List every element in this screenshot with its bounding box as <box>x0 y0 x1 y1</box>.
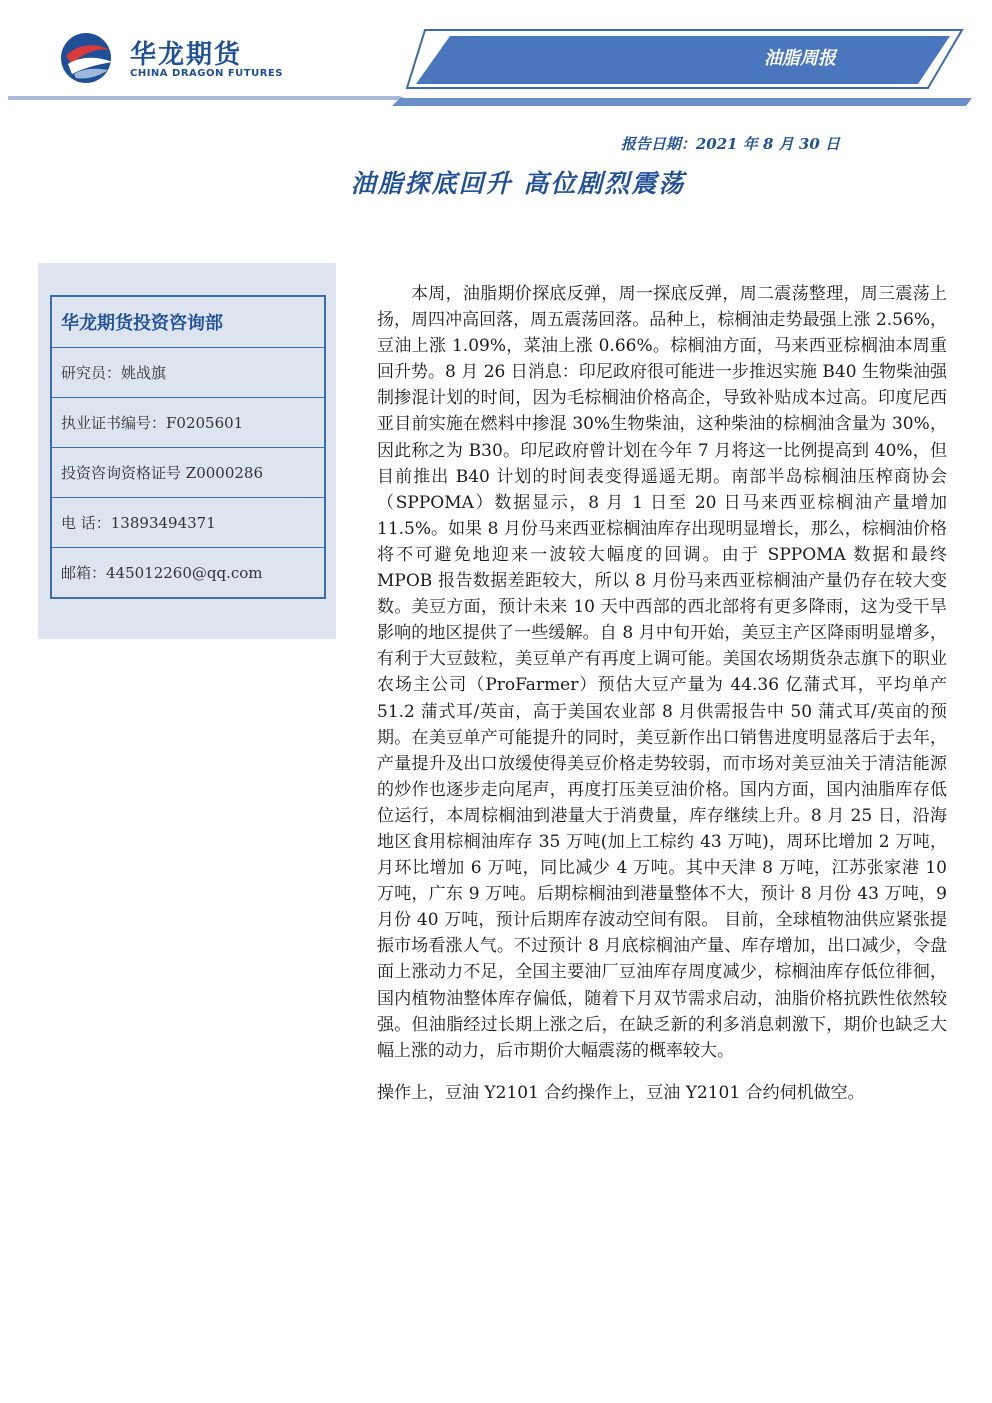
body-paragraph: 本周，油脂期价探底反弹，周一探底反弹，周二震荡整理，周三震荡上扬，周四冲高回落，周五震荡回落。品种上，棕榈油走势最强上涨 2.56%，豆油上涨 1.09%，菜油上涨 0.66%。棕榈油方面，马来西亚棕榈油本周重回升势。8 月 26 日消息：印尼政府很可能进一步推迟实施 B40 生物柴油强制掺混计划的时间，因为毛棕榈油价格高企，导致补贴成本过高。印度尼西亚目前实施在燃料中掺混 30%生物柴油，这种柴油的棕榈油含量为 30%，因此称之为 B30。印尼政府曾计划在今年 7 月将这一比例提高到 40%，但目前推出 B40 计划的时间表变得遥遥无期。南部半岛棕榈油压榨商协会（SPPOMA）数据显示，8 月 1 日至 20 日马来西亚棕榈油产量增加 11.5%。如果 8 月份马来西亚棕榈油库存出现明显增长，那么，棕榈油价格将不可避免地迎来一波较大幅度的回调。由于 SPPOMA 数据和最终 MPOB 报告数据差距较大，所以 8 月份马来西亚棕榈油产量仍存在较大变数。美豆方面，预计未来 10 天中西部的西北部将有更多降雨，这为受干旱影响的地区提供了一些缓解。自 8 月中旬开始，美豆主产区降雨明显增多，有利于大豆鼓粒，美豆单产有再度上调可能。美国农场期货杂志旗下的职业农场主公司（ProFarmer）预估大豆产量为 44.36 亿蒲式耳，平均单产 51.2 蒲式耳/英亩，高于美国农业部 8 月供需报告中 50 蒲式耳/英亩的预期。在美豆单产可能提升的同时，美豆新作出口销售进度明显落后于去年，产量提升及出口放缓使得美豆价格走势较弱，而市场对美豆油关于清洁能源的炒作也逐步走向尾声，再度打压美豆油价格。国内方面，国内油脂库存低位运行，本周棕榈油到港量大于消费量，库存继续上升。8 月 25 日，沿海地区食用棕榈油库存 35 万吨(加上工棕约 43 万吨)，周环比增加 2 万吨，月环比增加 6 万吨，同比减少 4 万吨。其中天津 8 万吨，江苏张家港 10 万吨，广东 9 万吨。后期棕榈油到港量整体不大，预计 8 月份 43 万吨，9 月份 40 万吨，预计后期库存波动空间有限。 目前，全球植物油供应紧张提振市场看涨人气。不过预计 8 月底棕榈油产量、库存增加，出口减少，令盘面上涨动力不足，全国主要油厂豆油库存周度减少，棕榈油库存低位徘徊，国内植物油整体库存偏低，随着下月双节需求启动，油脂价格抗跌性依然较强。但油脂经过长期上涨之后，在缺乏新的利多消息刺激下，期价也缺乏大幅上涨的动力，后市期价大幅震荡的概率较大。 <box>377 284 947 1061</box>
header-underline-band <box>8 96 410 100</box>
report-body <box>377 281 947 1106</box>
email-address: 邮箱：445012260@qq.com <box>52 547 324 597</box>
researcher-name: 研究员：姚战旗 <box>52 347 324 397</box>
header-banner-tail <box>392 98 972 106</box>
phone-number: 电 话：13893494371 <box>52 497 324 547</box>
header-banner-fill <box>416 36 950 84</box>
company-logo <box>58 30 283 86</box>
logo-english-name: CHINA DRAGON FUTURES <box>130 68 283 79</box>
consult-cert-number: 投资咨询资格证号 Z0000286 <box>52 447 324 497</box>
department-name: 华龙期货投资咨询部 <box>61 313 223 334</box>
dragon-logo-icon <box>58 30 118 86</box>
license-number: 执业证书编号：F0205601 <box>52 397 324 447</box>
analyst-sidebar <box>38 263 336 639</box>
analyst-info-box <box>50 295 326 599</box>
report-type-label: 油脂周报 <box>764 48 836 69</box>
logo-chinese-name: 华龙期货 <box>130 40 243 70</box>
report-date: 报告日期：2021 年 8 月 30 日 <box>620 135 840 153</box>
report-title: 油脂探底回升 高位剧烈震荡 <box>350 169 686 198</box>
operation-advice: 操作上，豆油 Y2101 合约操作上，豆油 Y2101 合约伺机做空。 <box>377 1082 865 1103</box>
